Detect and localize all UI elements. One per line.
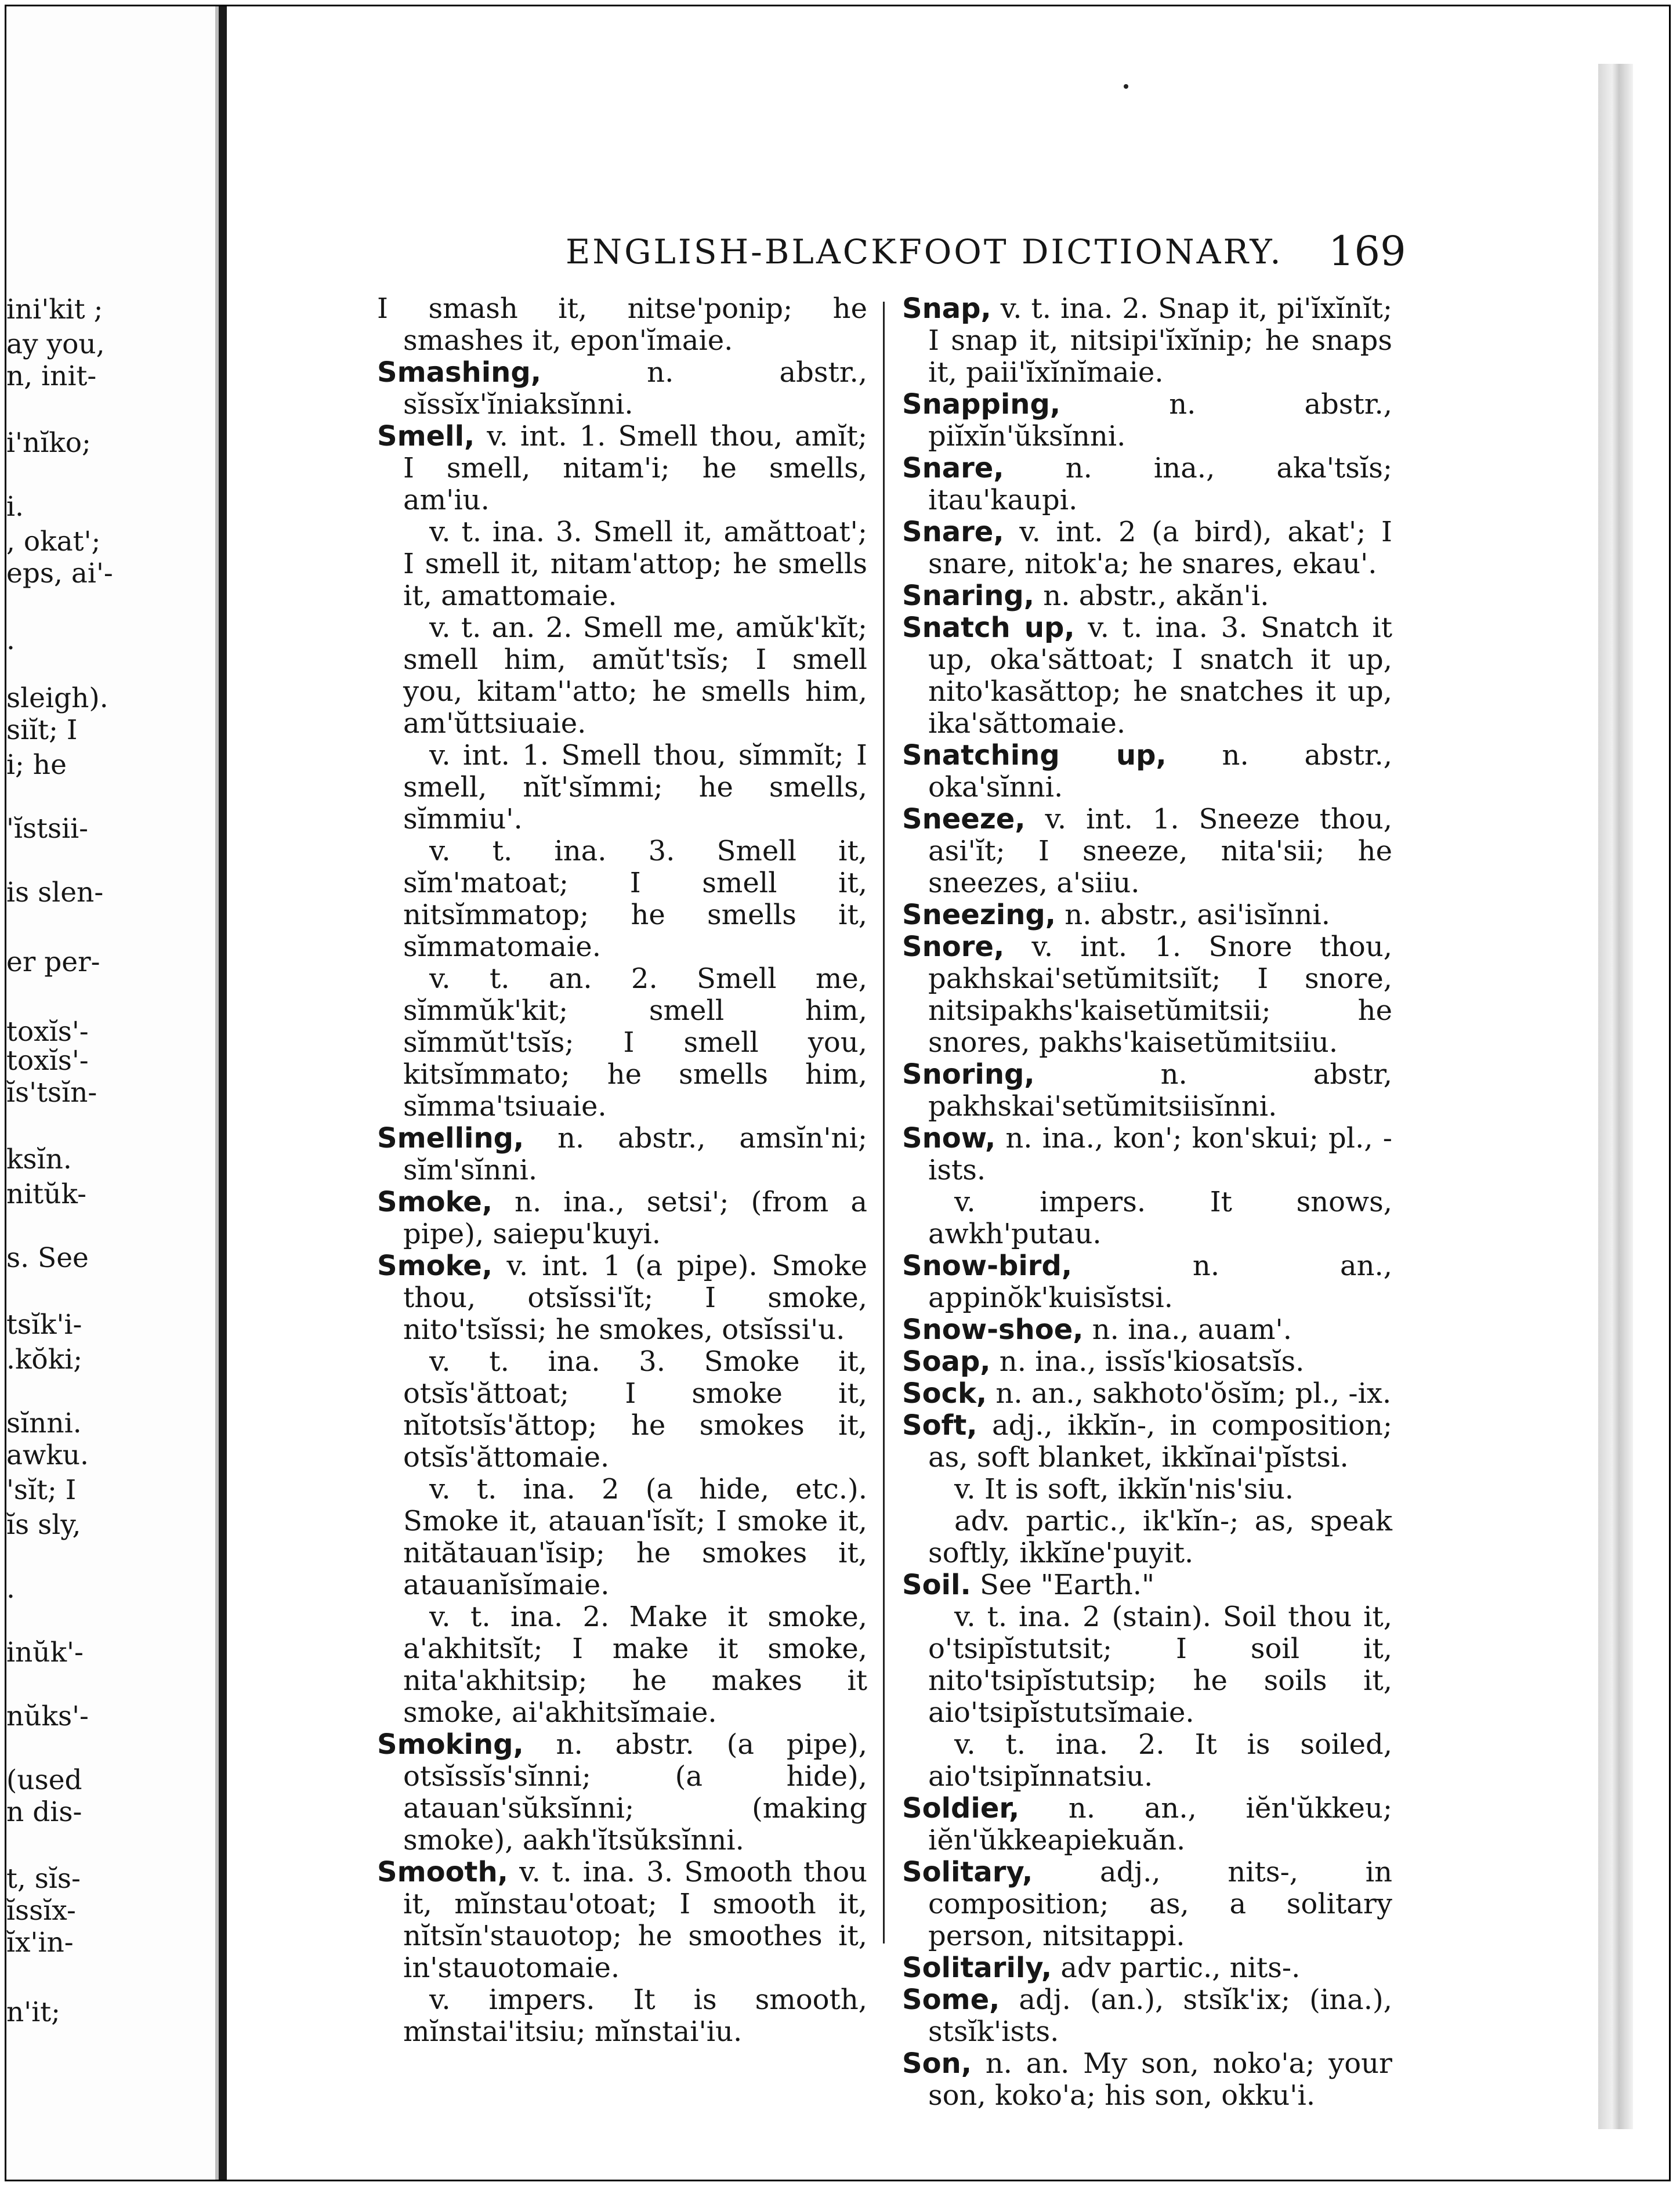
headword: Smoke, [377, 1186, 493, 1218]
prev-page-line: (used [6, 1764, 82, 1796]
prev-page-line: t, sĭs- [6, 1863, 81, 1895]
dictionary-entry [902, 804, 1392, 899]
prev-page-line: . [6, 624, 15, 656]
prev-page-line: n'it; [6, 1996, 60, 2028]
prev-page-line: inŭk'- [6, 1637, 84, 1669]
prev-page-line: siĭt; I [6, 714, 78, 746]
dictionary-entry [902, 740, 1392, 804]
dictionary-entry [377, 357, 867, 421]
prev-page-line: sĭnni. [6, 1407, 82, 1439]
prev-page-line: 'sĭt; I [6, 1474, 77, 1506]
definition-text: n. abstr., sĭssĭx'ĭniaksĭnni. [403, 356, 867, 421]
prev-page-line: ksĭn. [6, 1143, 72, 1175]
prev-page-line: is slen- [6, 877, 104, 909]
headword: Snow-bird, [902, 1250, 1073, 1282]
sense-line: v. t. ina. 2. It is soiled, aio'tsipĭnnatsiu. [928, 1728, 1392, 1793]
sense-line: v. t. ina. 2. Make it smoke, a'akhitsĭt; I make it smoke, nita'akhitsip; he makes it smoke, ai'akhitsĭmaie. [403, 1601, 867, 1729]
definition-text: n. an., iĕn'ŭkkeu; iĕn'ŭkkeapiekuăn. [928, 1792, 1392, 1856]
definition-text: v. t. ina. 3. Smooth thou it, mĭnstau'otoat; I smooth it, nĭtsĭn'stauotop; he smoothes it, in'stauotomaie. [403, 1856, 867, 1984]
headword: Smelling, [377, 1122, 524, 1154]
dictionary-entry [377, 1123, 867, 1186]
prev-page-line: ini'kit ; [6, 294, 103, 325]
headword: Snore, [902, 931, 1005, 963]
dictionary-entry [902, 1378, 1392, 1410]
headword: Smell, [377, 420, 475, 453]
headword: Soap, [902, 1345, 991, 1378]
definition-text: n. abstr., oka'sĭnni. [928, 739, 1392, 804]
dictionary-entry [902, 1314, 1392, 1346]
definition-text: v. int. 1. Smell thou, amĭt; I smell, nitam'i; he smells, am'iu. [403, 420, 867, 516]
headword: Snapping, [902, 388, 1061, 421]
headword: Solitarily, [902, 1952, 1052, 1984]
dictionary-entry [902, 516, 1392, 580]
prev-page-line: nŭks'- [6, 1700, 89, 1732]
sense-line: v. t. ina. 2 (a hide, etc.). Smoke it, atauan'ĭsĭt; I smoke it, nitătauan'ĭsip; he smokes it, atauanĭsĭmaie. [403, 1473, 867, 1601]
definition-text: n. an., appinŏk'kuisĭstsi. [928, 1250, 1392, 1314]
headword: Snatch up, [902, 611, 1075, 644]
dictionary-entry [902, 1410, 1392, 1474]
sense-line: adv. partic., ik'kĭn-; as, speak softly, ikkĭne'puyit. [928, 1505, 1392, 1569]
sense-line: v. t. ina. 3. Smell it, sĭm'matoat; I smell it, nitsĭmmatop; he smells it, sĭmmatomaie. [403, 835, 867, 963]
prev-page-line: ĭx'in- [6, 1927, 74, 1959]
definition-text: v. t. ina. 2. Snap it, pi'ĭxĭnĭt; I snap it, nitsipi'ĭxĭnip; he snaps it, paii'ĭxĭnĭmaie. [928, 292, 1392, 389]
dictionary-entry [902, 293, 1392, 389]
headword: Snatching up, [902, 739, 1167, 772]
prev-page-line: . [6, 1573, 15, 1605]
page-number: 169 [1328, 227, 1406, 275]
dictionary-entry [902, 1984, 1392, 2048]
headword: Snow, [902, 1122, 996, 1154]
column-rule [883, 302, 885, 1943]
prev-page-line: tsĭk'i- [6, 1309, 82, 1341]
definition-text: adj., nits-, in composition; as, a solitary person, nitsitappi. [928, 1856, 1392, 1952]
dictionary-entry [377, 421, 867, 516]
sense-line: v. It is soft, ikkĭn'nis'siu. [954, 1473, 1294, 1505]
definition-text: n. abstr., asi'isĭnni. [1056, 899, 1330, 931]
headword: Smoke, [377, 1250, 493, 1282]
definition-text: n. ina., setsi'; (from a pipe), saiepu'kuyi. [403, 1186, 867, 1250]
prev-page-line: 'ĭstsii- [6, 813, 89, 845]
definition-text: n. ina., kon'; kon'skui; pl., -ists. [928, 1122, 1392, 1186]
prev-page-line: i'nĭko; [6, 427, 91, 459]
dictionary-entry [377, 1186, 867, 1250]
prev-page-line: ay you, [6, 328, 105, 360]
book-spine [219, 6, 227, 2180]
definition-text: v. int. 2 (a bird), akat'; I snare, nitok'a; he snares, ekau'. [928, 516, 1392, 580]
definition-text: v. t. ina. 3. Snatch it up, oka'săttoat; I snatch it up, nito'kasăttop; he snatches it up, ika'săttomaie. [928, 611, 1392, 740]
definition-text: See "Earth." [971, 1569, 1155, 1601]
headword: Sneezing, [902, 899, 1056, 931]
dictionary-entry [902, 1569, 1392, 1601]
prev-page-line: er per- [6, 946, 100, 978]
headword: Snoring, [902, 1058, 1035, 1091]
previous-page-fragment [6, 6, 227, 2180]
sense-line: v. t. ina. 3. Smoke it, otsĭs'ăttoat; I smoke it, nĭtotsĭs'ăttop; he smokes it, otsĭs'ăttomaie. [403, 1345, 867, 1474]
definition-text: n. abstr, pakhskai'setŭmitsiisĭnni. [928, 1058, 1392, 1123]
dictionary-entry [902, 899, 1392, 931]
definition-text: n. abstr., piĭxĭn'ŭksĭnni. [928, 388, 1392, 453]
headword: Smoking, [377, 1728, 524, 1761]
running-head: ENGLISH-BLACKFOOT DICTIONARY. [566, 232, 1283, 272]
sense-line: v. t. ina. 3. Smell it, amăttoat'; I smell it, nitam'attop; he smells it, amattomaie. [403, 516, 867, 612]
dictionary-entry [377, 1250, 867, 1346]
dictionary-entry [377, 1729, 867, 1856]
headword: Soft, [902, 1409, 977, 1442]
sense-line: v. int. 1. Smell thou, sĭmmĭt; I smell, nĭt'sĭmmi; he smells, sĭmmiu'. [403, 739, 867, 835]
definition-text: n. abstr., akăn'i. [1034, 580, 1269, 612]
prev-page-line: sleigh). [6, 682, 108, 714]
headword: Son, [902, 2047, 972, 2080]
dictionary-entry [902, 1059, 1392, 1123]
dictionary-entry [902, 1346, 1392, 1378]
left-column [377, 293, 867, 2048]
headword: Snare, [902, 452, 1004, 484]
definition-text: n. abstr. (a pipe), otsĭssĭs'sĭnni; (a hide), atauan'sŭksĭnni; (making smoke), aakh'ĭtsŭksĭnni. [403, 1728, 867, 1856]
definition-text: adv partic., nits-. [1052, 1952, 1301, 1984]
dictionary-entry [902, 1250, 1392, 1314]
prev-page-line: s. See [6, 1242, 89, 1274]
headword: Some, [902, 1984, 1000, 2016]
prev-page-line: .kŏki; [6, 1344, 83, 1376]
definition-text: adj., ikkĭn-, in composition; as, soft blanket, ikkĭnai'pĭstsi. [928, 1409, 1392, 1474]
prev-page-line: i. [6, 491, 24, 523]
dictionary-entry [377, 1856, 867, 1984]
dictionary-entry [902, 612, 1392, 740]
dictionary-entry [902, 389, 1392, 453]
headword: Snow-shoe, [902, 1313, 1084, 1346]
right-column [902, 293, 1392, 2112]
dictionary-entry [902, 2048, 1392, 2112]
definition-text: n. ina., issĭs'kiosatsĭs. [990, 1345, 1305, 1378]
dictionary-entry [902, 1856, 1392, 1952]
prev-page-line: toxĭs'- [6, 1016, 89, 1048]
dictionary-entry [902, 1793, 1392, 1856]
definition-text: n. an., sakhoto'ŏsĭm; pl., -ix. [987, 1377, 1392, 1410]
prev-page-line: n dis- [6, 1796, 82, 1828]
definition-text: n. ina., aka'tsĭs; itau'kaupi. [928, 452, 1392, 516]
page-edge [1598, 64, 1633, 2129]
definition-text: v. int. 1 (a pipe). Smoke thou, otsĭssi'ĭt; I smoke, nito'tsĭssi; he smokes, otsĭssi'u. [403, 1250, 867, 1346]
sense-line: v. t. an. 2. Smell me, amŭk'kĭt; smell him, amŭt'tsĭs; I smell you, kitam''atto; he smells him, am'ŭttsiuaie. [403, 611, 867, 740]
definition-text: n. abstr., amsĭn'ni; sĭm'sĭnni. [403, 1122, 867, 1186]
headword: Smashing, [377, 356, 541, 389]
dictionary-entry [377, 293, 867, 357]
prev-page-line: ĭs'tsĭn- [6, 1077, 97, 1109]
headword: Sneeze, [902, 803, 1026, 835]
prev-page-line: eps, ai'- [6, 558, 113, 589]
definition-text: I smash it, nitse'ponip; he smashes it, epon'ĭmaie. [377, 292, 867, 357]
headword: Snap, [902, 292, 991, 325]
sense-line: v. impers. It is smooth, mĭnstai'itsiu; mĭnstai'iu. [403, 1984, 867, 2048]
definition-text: v. int. 1. Sneeze thou, asi'ĭt; I sneeze, nita'sii; he sneezes, a'siiu. [928, 803, 1392, 899]
ink-speck [1124, 84, 1128, 89]
dictionary-entry [902, 580, 1392, 612]
sense-line: v. impers. It snows, awkh'putau. [928, 1186, 1392, 1250]
definition-text: n. an. My son, noko'a; your son, koko'a; his son, okku'i. [928, 2047, 1392, 2112]
dictionary-entry [902, 453, 1392, 516]
headword: Snaring, [902, 580, 1035, 612]
definition-text: v. int. 1. Snore thou, pakhskai'setŭmitsiĭt; I snore, nitsipakhs'kaisetŭmitsii; he snores, pakhs'kaisetŭmitsiiu. [928, 931, 1392, 1059]
prev-page-line: awku. [6, 1439, 89, 1471]
prev-page-line: n, init- [6, 360, 97, 392]
prev-page-line: ĭssĭx- [6, 1895, 76, 1927]
prev-page-line: i; he [6, 749, 67, 781]
dictionary-entry [902, 1952, 1392, 1984]
prev-page-line: ĭs sly, [6, 1509, 81, 1541]
sense-line: v. t. ina. 2 (stain). Soil thou it, o'tsipĭstutsit; I soil it, nito'tsipĭstutsip; he soils it, aio'tsipĭstutsĭmaie. [928, 1601, 1392, 1729]
prev-page-line: , okat'; [6, 526, 101, 558]
headword: Soldier, [902, 1792, 1020, 1825]
headword: Solitary, [902, 1856, 1033, 1888]
headword: Soil. [902, 1569, 971, 1601]
headword: Smooth, [377, 1856, 508, 1888]
prev-page-line: toxĭs'- [6, 1045, 89, 1077]
definition-text: n. ina., auam'. [1083, 1313, 1292, 1346]
sense-line: v. t. an. 2. Smell me, sĭmmŭk'kit; smell him, sĭmmŭt'tsĭs; I smell you, kitsĭmmato; he smells him, sĭmma'tsiuaie. [403, 962, 867, 1123]
prev-page-line: nitŭk- [6, 1178, 86, 1210]
definition-text: adj. (an.), stsĭk'ix; (ina.), stsĭk'ists. [928, 1984, 1392, 2048]
headword: Sock, [902, 1377, 987, 1410]
headword: Snare, [902, 516, 1004, 548]
dictionary-entry [902, 931, 1392, 1059]
dictionary-entry [902, 1123, 1392, 1186]
